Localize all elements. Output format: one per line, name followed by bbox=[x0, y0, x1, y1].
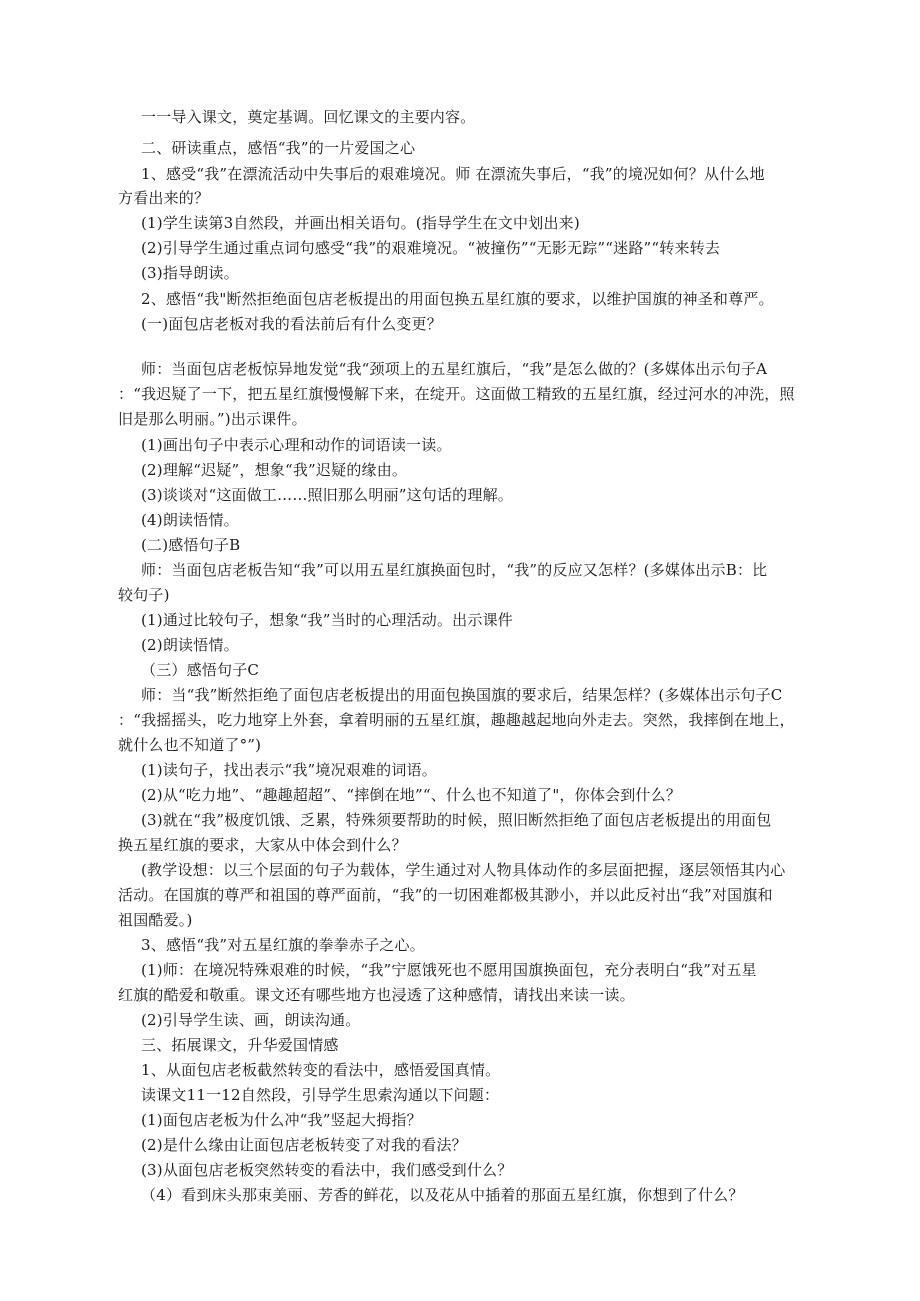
text-line: (3)就在“我”极度饥饿、乏累，特殊须要帮助的时候，照旧断然拒绝了面包店老板提出的用面包 bbox=[141, 811, 772, 829]
text-line: (2)从“吃力地”、“趣趣超超”、“摔倒在地”“、什么也不知道了"，你体会到什么？ bbox=[141, 786, 682, 804]
text-line: (3)指导朗读。 bbox=[141, 264, 239, 282]
text-line: 较句子) bbox=[118, 586, 170, 604]
text-line: (1)师：在境况特殊艰难的时候，“我”宁愿饿死也不愿用国旗换面包，充分表明白“我”对五星 bbox=[141, 961, 757, 979]
text-line: 1、感受“我”在漂流活动中失事后的艰难境况。师 在漂流失事后，“我”的境况如何？从什么地 bbox=[141, 165, 765, 183]
text-line: 一一导入课文，奠定基调。回忆课文的主要内容。 bbox=[141, 108, 476, 126]
text-line: (4)朗读悟情。 bbox=[141, 511, 239, 529]
text-line: (1)学生读第3自然段，并画出相关语句。(指导学生在文中划出来) bbox=[141, 214, 580, 232]
text-line: 师：当面包店老板惊异地发觉“我“颈项上的五星红旗后，“我”是怎么做的？(多媒体出示句子A bbox=[141, 360, 768, 378]
text-line: 方看出来的？ bbox=[118, 189, 210, 207]
text-line: 旧是那么明丽。”)出示课件。 bbox=[118, 410, 307, 428]
text-line: (一)面包店老板对我的看法前后有什么变更？ bbox=[141, 315, 442, 333]
text-line: (二)感悟句子B bbox=[141, 536, 241, 554]
text-line: (1)画出句子中表示心理和动作的词语读一读。 bbox=[141, 436, 452, 454]
text-line: (2)引导学生读、画，朗读沟通。 bbox=[141, 1011, 361, 1029]
text-line: 2、感悟“我"断然拒绝面包店老板提出的用面包换五星红旗的要求，以维护国旗的神圣和尊严。 bbox=[141, 290, 774, 308]
text-line: (1)面包店老板为什么冲“我”竖起大拇指？ bbox=[141, 1111, 422, 1129]
text-line: 就什么也不知道了°”) bbox=[118, 736, 262, 754]
section-heading: 三、拓展课文，升华爱国情感 bbox=[141, 1036, 339, 1054]
text-line: (1)读句子，找出表示“我”境况艰难的词语。 bbox=[141, 761, 437, 779]
text-line: 读课文11一12自然段，引导学生思索沟通以下问题： bbox=[141, 1086, 500, 1104]
text-line: ：“我迟疑了一下，把五星红旗慢慢解下来，在绽开。这面做工精致的五星红旗，经过河水的冲洗，照 bbox=[118, 385, 795, 403]
text-line: 活动。在国旗的尊严和祖国的尊严面前，“我”的一切困难都极其渺小，并以此反衬出“我”对国旗和 bbox=[118, 886, 773, 904]
text-line: (1)通过比较句子，想象“我”当时的心理活动。出示课件 bbox=[141, 611, 513, 629]
section-heading: 二、研读重点，感悟“我”的一片爱国之心 bbox=[141, 139, 416, 157]
text-line: (2)引导学生通过重点词句感受“我”的艰难境况。“被撞伤”“无影无踪”“迷路”“转来转去 bbox=[141, 239, 721, 257]
text-line: 换五星红旗的要求，大家从中体会到什么？ bbox=[118, 836, 407, 854]
text-line: 1、从面包店老板截然转变的看法中，感悟爱国真情。 bbox=[141, 1061, 501, 1079]
text-line: (3)谈谈对“这面做工……照旧那么明丽”这句话的理解。 bbox=[141, 486, 513, 504]
text-line: 祖国酷爱。) bbox=[118, 911, 193, 929]
text-line: (2)是什么缘由让面包店老板转变了对我的看法？ bbox=[141, 1136, 467, 1154]
text-line: （4）看到床头那束美丽、芳香的鲜花，以及花从中插着的那面五星红旗，你想到了什么？ bbox=[141, 1186, 744, 1204]
text-line: 师：当面包店老板告知“我”可以用五星红旗换面包时，“我”的反应又怎样？(多媒体出示B：比 bbox=[141, 561, 768, 579]
text-line: ：“我摇摇头，吃力地穿上外套，拿着明丽的五星红旗，趣趣越起地向外走去。突然，我摔倒在地上， bbox=[118, 711, 795, 729]
text-line: (教学设想：以三个层面的句子为载体，学生通过对人物具体动作的多层面把握，逐层领悟其内心 bbox=[141, 861, 786, 879]
text-line: 红旗的酷爱和敬重。课文还有哪些地方也浸透了这种感情，请找出来读一读。 bbox=[118, 986, 635, 1004]
text-line: （三）感悟句子C bbox=[141, 661, 260, 679]
text-line: 师：当“我”断然拒绝了面包店老板提出的用面包换国旗的要求后，结果怎样？(多媒体出示句子C bbox=[141, 686, 783, 704]
text-line: (3)从面包店老板突然转变的看法中，我们感受到什么？ bbox=[141, 1161, 513, 1179]
text-line: 3、感悟“我”对五星红旗的拳拳赤子之心。 bbox=[141, 936, 425, 954]
text-line: (2)理解“迟疑”，想象“我”迟疑的缘由。 bbox=[141, 461, 408, 479]
text-line: (2)朗读悟情。 bbox=[141, 636, 239, 654]
